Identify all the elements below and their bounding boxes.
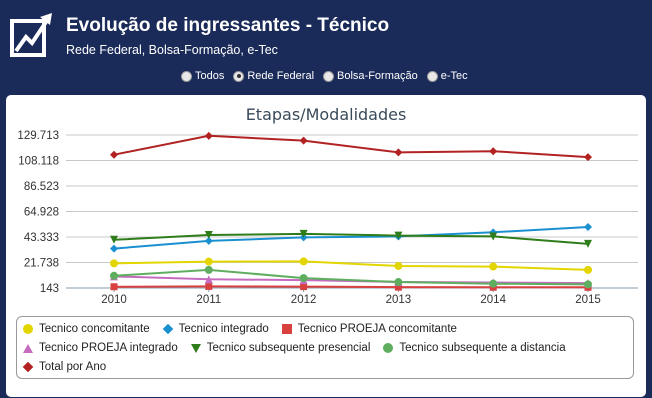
x-tick-label: 2013 [385, 294, 412, 306]
y-tick-label: 43.333 [23, 232, 59, 244]
legend-label: Total por Ano [39, 361, 107, 373]
square-marker-icon [282, 324, 292, 334]
radio-button-icon[interactable] [323, 71, 334, 82]
series-line [114, 286, 588, 287]
y-tick-label: 21.738 [23, 257, 59, 270]
line-chart [6, 95, 646, 315]
legend-label: Tecnico PROEJA concomitante [297, 323, 457, 335]
legend-item[interactable] [23, 361, 106, 373]
data-point [394, 148, 402, 156]
x-tick-label: 2011 [196, 294, 222, 306]
data-point [205, 132, 213, 140]
radio-button-icon[interactable] [181, 71, 192, 82]
legend-item[interactable] [23, 342, 178, 354]
radio-label: e-Tec [440, 70, 468, 82]
legend-label: Tecnico subsequente presencial [206, 342, 371, 354]
data-point [489, 280, 497, 288]
legend-label: Tecnico integrado [178, 323, 269, 335]
data-point [489, 147, 497, 155]
page-title: Evolução de ingressantes - Técnico [66, 15, 390, 36]
y-tick-label: 129.713 [17, 130, 59, 142]
diamond-marker-icon [162, 324, 173, 335]
radio-label: Rede Federal [247, 70, 315, 82]
radio-bolsa-formacao[interactable] [323, 70, 418, 82]
data-point [110, 151, 118, 159]
data-point [300, 283, 307, 290]
data-point [300, 257, 308, 265]
data-point [300, 137, 308, 145]
y-tick-label: 64.928 [23, 206, 59, 219]
data-point [205, 266, 213, 274]
page-subtitle: Rede Federal, Bolsa-Formação, e-Tec [66, 43, 278, 57]
data-point [489, 263, 497, 271]
radio-label: Bolsa-Formação [337, 70, 418, 82]
x-tick-label: 2015 [575, 294, 601, 306]
data-point [300, 274, 308, 282]
legend-item[interactable] [282, 323, 457, 335]
data-point [111, 283, 118, 290]
data-point [584, 153, 592, 161]
legend-row [23, 361, 119, 373]
series-line [114, 136, 588, 157]
data-point [110, 245, 118, 253]
header [0, 0, 652, 92]
radio-todos[interactable] [181, 70, 224, 82]
y-tick-label: 143 [39, 283, 59, 295]
diamond-marker-icon [23, 362, 34, 373]
legend-label: Tecnico concomitante [39, 323, 150, 335]
circle-marker-icon [383, 343, 393, 353]
chart-title: Etapas/Modalidades [245, 105, 407, 124]
data-point [205, 258, 213, 266]
y-tick-label: 86.523 [23, 181, 59, 193]
data-point [394, 262, 402, 270]
data-point [584, 266, 592, 274]
y-tick-label: 108.118 [18, 155, 59, 168]
chart-legend [16, 316, 634, 379]
radio-rede-federal[interactable] [233, 70, 314, 82]
legend-item[interactable] [163, 323, 269, 335]
triangle-up-marker-icon [23, 344, 33, 353]
radio-button-icon[interactable] [427, 71, 438, 82]
chart-growth-icon [10, 11, 54, 59]
filter-radio-group [181, 68, 477, 84]
data-point [110, 259, 118, 267]
data-point [584, 280, 592, 288]
legend-item[interactable] [191, 342, 371, 354]
radio-e-tec[interactable] [427, 70, 468, 82]
legend-item[interactable] [383, 342, 565, 354]
legend-label: Tecnico PROEJA integrado [39, 342, 178, 354]
legend-row [23, 323, 470, 335]
legend-row [23, 342, 579, 354]
x-tick-label: 2014 [480, 294, 506, 306]
legend-item[interactable] [23, 323, 150, 335]
x-tick-label: 2012 [290, 294, 317, 306]
legend-label: Tecnico subsequente a distancia [399, 342, 566, 354]
data-point [205, 283, 212, 290]
data-point [110, 272, 118, 280]
x-tick-label: 2010 [101, 294, 127, 306]
radio-button-icon[interactable] [233, 71, 244, 82]
triangle-down-marker-icon [191, 344, 201, 353]
circle-marker-icon [23, 324, 33, 334]
data-point [584, 223, 592, 231]
chart-panel [6, 95, 646, 397]
data-point [394, 278, 402, 286]
radio-label: Todos [195, 70, 225, 82]
